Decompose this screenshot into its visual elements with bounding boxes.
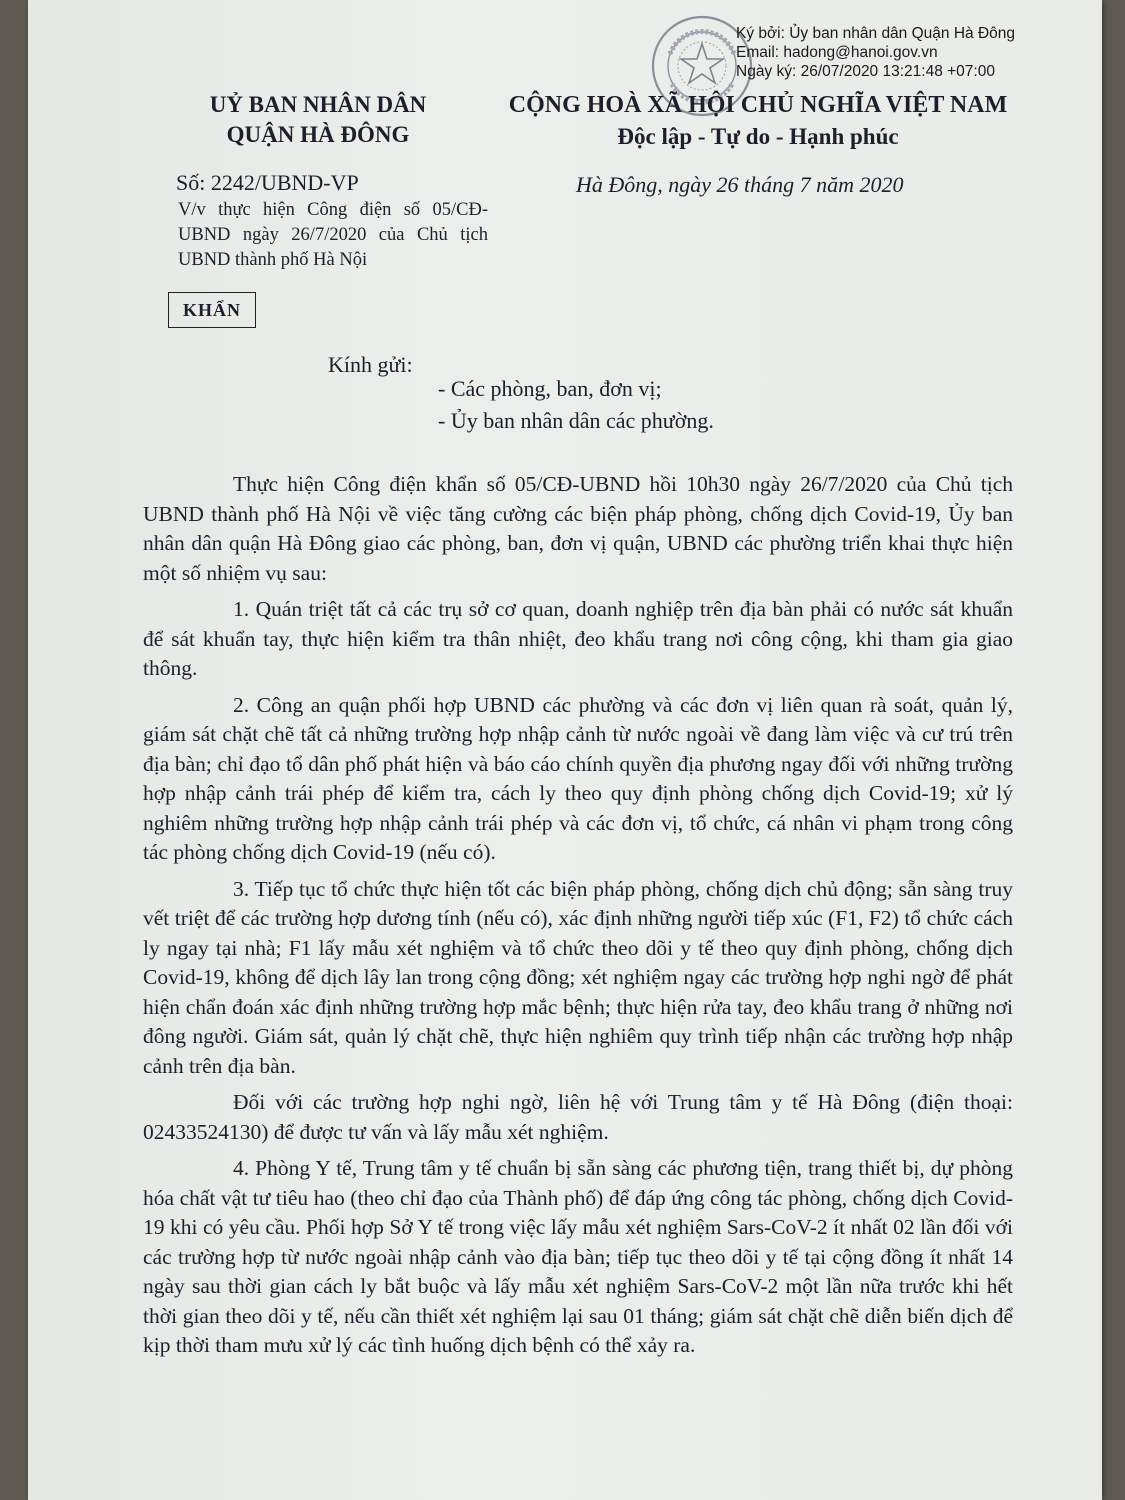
document-subject: V/v thực hiện Công điện số 05/CĐ-UBND ngày 26/7/2020 của Chủ tịch UBND thành phố Hà Nội xyxy=(178,200,488,270)
recipient-list xyxy=(438,373,714,437)
signature-date: Ngày ký: 26/07/2020 13:21:48 +07:00 xyxy=(736,63,995,80)
task-2-paragraph: 2. Công an quận phối hợp UBND các phường và các đơn vị liên quan rà soát, quản lý, giám sát chặt chẽ tất cả những trường hợp nhập cảnh từ nước ngoài về đang làm việc và cư trú trên địa bàn; chỉ đạo tổ dân phố phát hiện và báo cáo chính quyền địa phương ngay đối với những trường hợp nhập cảnh trái phép để kiểm tra, cách ly theo quy định phòng chống dịch Covid-19; xử lý nghiêm những trường hợp nhập cảnh trái phép và các đơn vị, tổ chức, cá nhân vi phạm trong công tác phòng chống dịch Covid-19 (nếu có). xyxy=(143,692,1013,864)
task-3-paragraph: 3. Tiếp tục tổ chức thực hiện tốt các biện pháp phòng, chống dịch chủ động; sẵn sàng truy vết triệt để các trường hợp dương tính (nếu có), xác định những người tiếp xúc (F1, F2) tổ chức cách ly ngay tại nhà; F1 lấy mẫu xét nghiệm và tổ chức theo dõi y tế theo quy định phòng, chống dịch Covid-19, không để dịch lây lan trong cộng đồng; xét nghiệm ngay các trường hợp nghi ngờ để phát hiện chẩn đoán xác định những trường hợp mắc bệnh; thực hiện rửa tay, đeo khẩu trang ở những nơi đông người. Giám sát, quản lý chặt chẽ, thực hiện nghiêm quy trình tiếp nhận các trường hợp nhập cảnh trên địa bàn. xyxy=(143,876,1013,1078)
signature-signer: Ký bởi: Ủy ban nhân dân Quận Hà Đông xyxy=(736,25,1016,42)
issuing-organization xyxy=(183,90,453,150)
intro-paragraph: Thực hiện Công điện khẩn số 05/CĐ-UBND hồi 10h30 ngày 26/7/2020 của Chủ tịch UBND thành phố Hà Nội về việc tăng cường các biện pháp phòng, chống dịch Covid-19, Ủy ban nhân dân quận Hà Đông giao các phòng, ban, đơn vị quận, UBND các phường triển khai thực hiện một số nhiệm vụ sau: xyxy=(143,472,1013,585)
signature-email: Email: hadong@hanoi.gov.vn xyxy=(736,44,938,61)
national-title xyxy=(468,90,1048,152)
recipient-item: - Các phòng, ban, đơn vị; xyxy=(438,376,662,401)
place-and-date: Hà Đông, ngày 26 tháng 7 năm 2020 xyxy=(576,172,904,197)
org-line-1: UỶ BAN NHÂN DÂN xyxy=(209,92,427,117)
org-line-2: QUẬN HÀ ĐÔNG xyxy=(226,122,410,147)
contact-paragraph: Đối với các trường hợp nghi ngờ, liên hệ với Trung tâm y tế Hà Đông (điện thoại: 02433524130) để được tư vấn và lấy mẫu xét nghiệm. xyxy=(143,1090,1013,1144)
task-1-paragraph: 1. Quán triệt tất cả các trụ sở cơ quan, doanh nghiệp trên địa bàn phải có nước sát khuẩn để sát khuẩn tay, thực hiện kiểm tra thân nhiệt, đeo khẩu trang nơi công cộng, khi tham gia giao thông. xyxy=(143,597,1013,680)
document-number: Số: 2242/UBND-VP xyxy=(176,170,359,195)
task-4-paragraph: 4. Phòng Y tế, Trung tâm y tế chuẩn bị sẵn sàng các phương tiện, trang thiết bị, dự phòng hóa chất vật tư tiêu hao (theo chỉ đạo của Thành phố) để đáp ứng công tác phòng, chống dịch Covid-19 khi có yêu cầu. Phối hợp Sở Y tế trong việc lấy mẫu xét nghiệm Sars-CoV-2 ít nhất 02 lần đối với các trường hợp từ nước ngoài nhập cảnh vào địa bàn; tiếp tục theo dõi y tế tại cộng đồng ít nhất 14 ngày sau thời gian cách ly bắt buộc và lấy mẫu xét nghiệm Sars-CoV-2 một lần nữa trước khi hết thời gian theo dõi y tế, nếu cần thiết xét nghiệm lại sau 01 tháng; giám sát chặt chẽ diễn biến dịch để kịp thời tham mưu xử lý các tình huống dịch bệnh có thể xảy ra. xyxy=(143,1156,1013,1357)
nation-name: CỘNG HOÀ XÃ HỘI CHỦ NGHĨA VIỆT NAM xyxy=(508,92,1008,118)
nation-motto: Độc lập - Tự do - Hạnh phúc xyxy=(617,124,899,149)
urgent-stamp: KHẨN xyxy=(168,292,256,328)
salutation-label: Kính gửi: xyxy=(328,352,413,377)
document-body xyxy=(143,470,1013,1368)
digital-signature-block xyxy=(736,24,1066,81)
document-page xyxy=(28,0,1102,1500)
recipient-item: - Ủy ban nhân dân các phường. xyxy=(438,408,714,433)
